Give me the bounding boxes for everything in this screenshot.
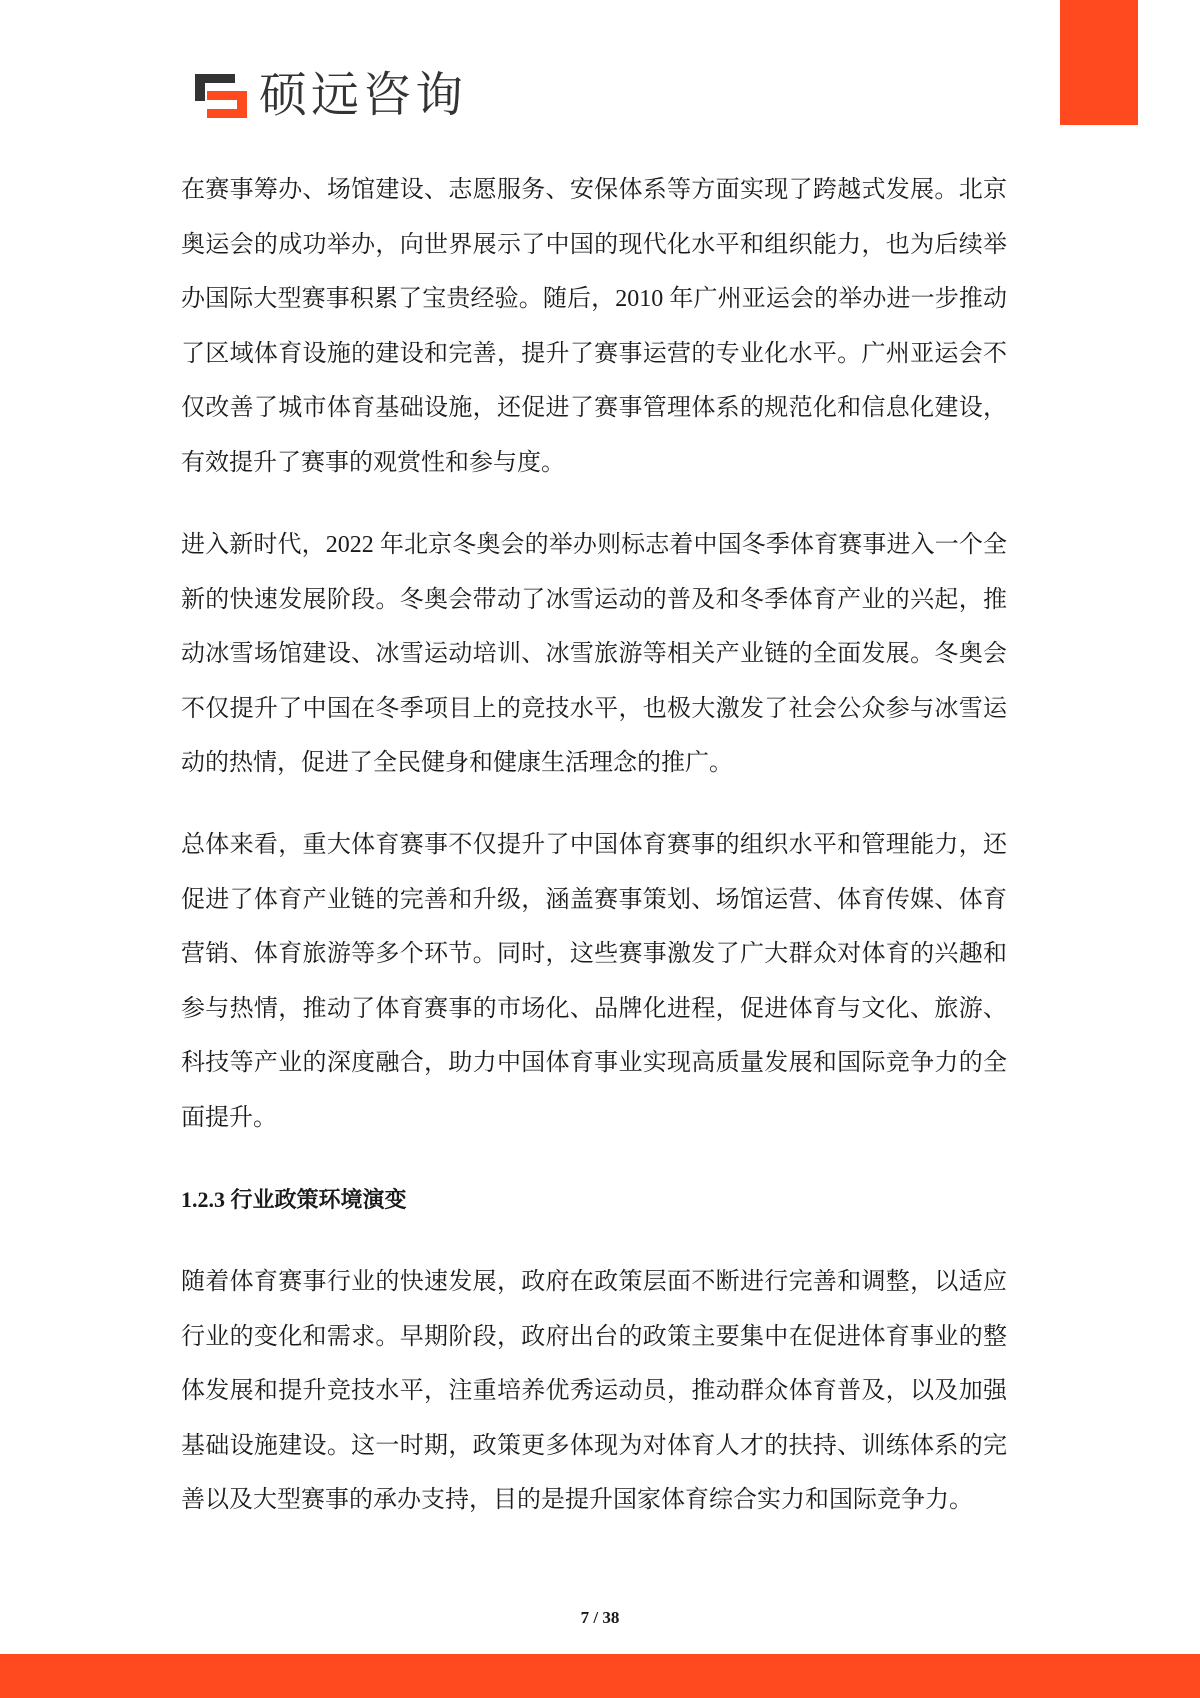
logo-mark-icon	[195, 74, 247, 118]
text-line: 奥运会的成功举办，向世界展示了中国的现代化水平和组织能力，也为后续举	[181, 231, 1007, 258]
text-line: 促进了体育产业链的完善和升级，涵盖赛事策划、场馆运营、体育传媒、体育	[181, 886, 1007, 913]
text-line: 仅改善了城市体育基础设施，还促进了赛事管理体系的规范化和信息化建设，	[181, 395, 1007, 421]
paragraph-3	[181, 818, 1007, 1145]
text-line: 行业的变化和需求。早期阶段，政府出台的政策主要集中在促进体育事业的整	[181, 1323, 1007, 1350]
text-line: 动的热情，促进了全民健身和健康生活理念的推广。	[181, 750, 733, 776]
text-line: 随着体育赛事行业的快速发展，政府在政策层面不断进行完善和调整，以适应	[181, 1269, 1007, 1295]
text-line: 营销、体育旅游等多个环节。同时，这些赛事激发了广大群众对体育的兴趣和	[181, 941, 1007, 967]
text-line: 进入新时代，2022 年北京冬奥会的举办则标志着中国冬季体育赛事进入一个全	[181, 532, 1007, 558]
text-line: 面提升。	[181, 1104, 277, 1131]
text-line: 新的快速发展阶段。冬奥会带动了冰雪运动的普及和冬季体育产业的兴起，推	[181, 586, 1007, 613]
text-line: 办国际大型赛事积累了宝贵经验。随后，2010 年广州亚运会的举办进一步推动	[181, 286, 1007, 312]
footer-bar	[0, 1654, 1200, 1698]
text-line: 科技等产业的深度融合，助力中国体育事业实现高质量发展和国际竞争力的全	[181, 1050, 1007, 1076]
paragraph-4	[181, 1255, 1007, 1528]
corner-accent-block	[1060, 0, 1138, 125]
text-line: 体发展和提升竞技水平，注重培养优秀运动员，推动群众体育普及，以及加强	[181, 1378, 1007, 1404]
text-line: 参与热情，推动了体育赛事的市场化、品牌化进程，促进体育与文化、旅游、	[181, 995, 1007, 1022]
text-line: 善以及大型赛事的承办支持，目的是提升国家体育综合实力和国际竞争力。	[181, 1487, 973, 1513]
page-number: 7 / 38	[580, 1608, 620, 1627]
text-line: 动冰雪场馆建设、冰雪运动培训、冰雪旅游等相关产业链的全面发展。冬奥会	[181, 641, 1007, 667]
text-line: 了区域体育设施的建设和完善，提升了赛事运营的专业化水平。广州亚运会不	[181, 340, 1007, 367]
paragraph-2	[181, 518, 1007, 791]
text-line: 不仅提升了中国在冬季项目上的竞技水平，也极大激发了社会公众参与冰雪运	[181, 695, 1007, 722]
text-line: 基础设施建设。这一时期，政策更多体现为对体育人才的扶持、训练体系的完	[181, 1432, 1007, 1459]
text-line: 有效提升了赛事的观赏性和参与度。	[181, 449, 565, 476]
section-heading: 1.2.3 行业政策环境演变	[181, 1187, 407, 1212]
paragraph-1	[181, 163, 1007, 490]
company-logo	[195, 70, 467, 122]
text-line: 总体来看，重大体育赛事不仅提升了中国体育赛事的组织水平和管理能力，还	[181, 832, 1007, 858]
text-line: 在赛事筹办、场馆建设、志愿服务、安保体系等方面实现了跨越式发展。北京	[181, 177, 1007, 203]
logo-text: 硕远咨询	[259, 69, 468, 122]
